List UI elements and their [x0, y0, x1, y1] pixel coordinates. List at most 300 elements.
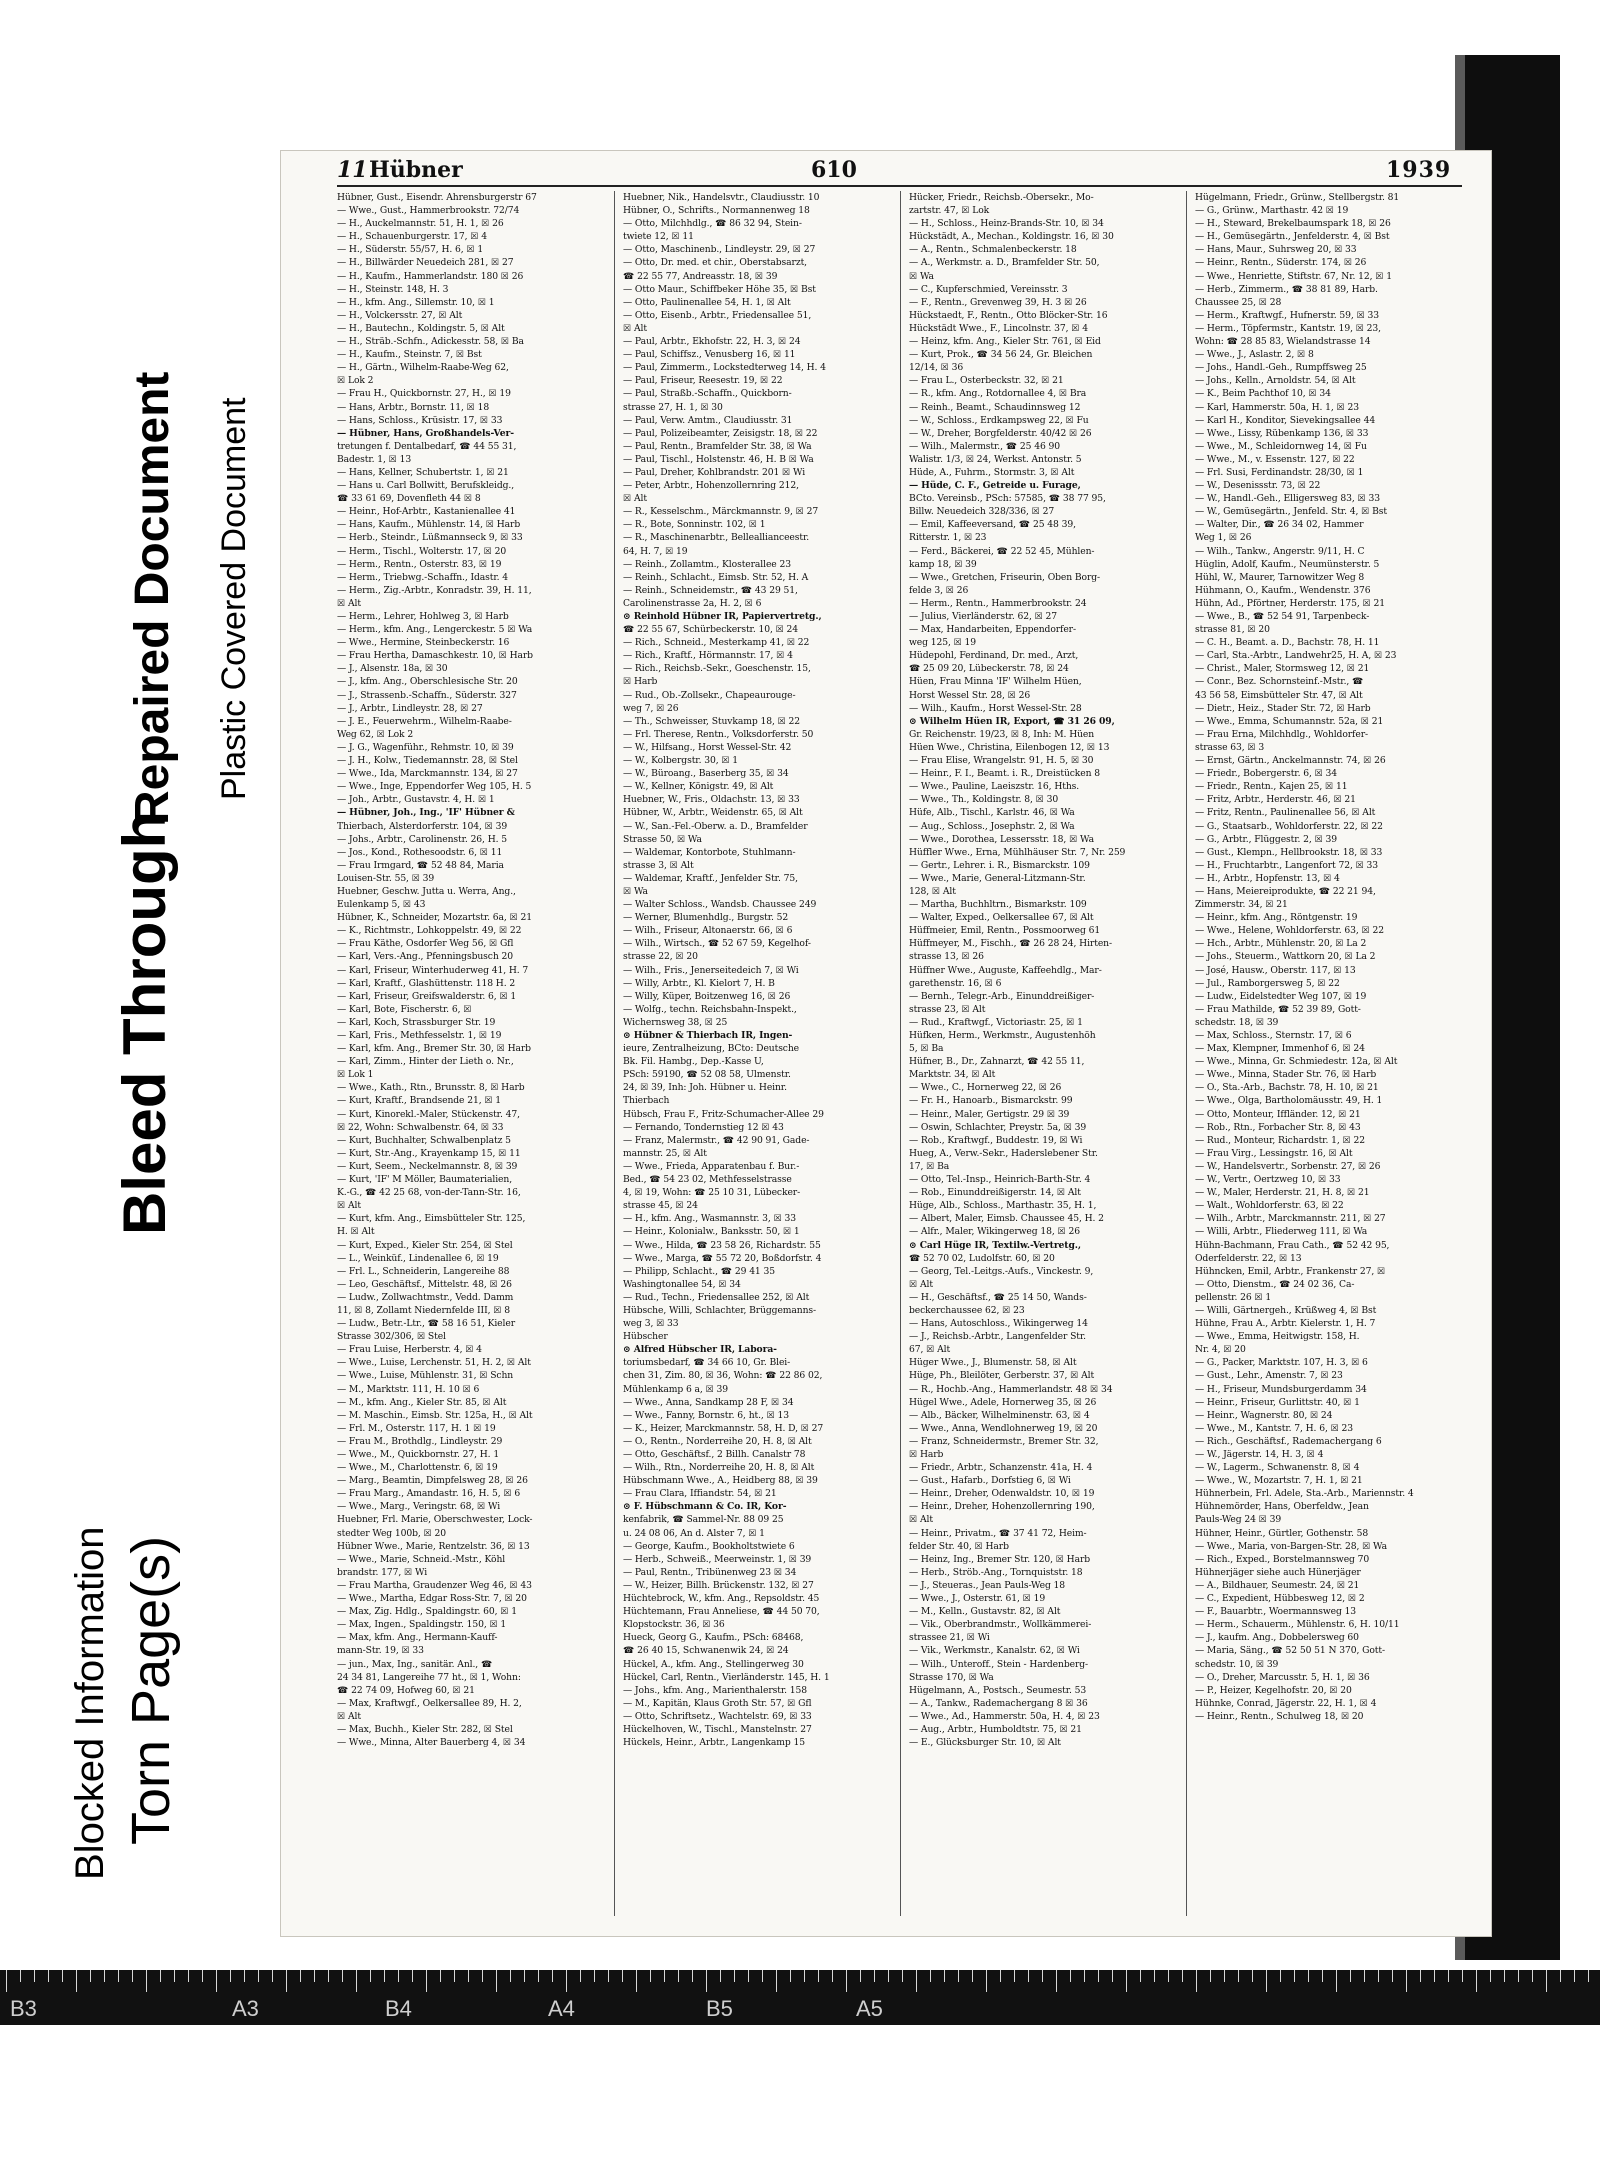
directory-entry: — Max, Ingen., Spaldingstr. 150, ☒ 1 — [337, 1619, 507, 1631]
directory-entry: — Kurt, Exped., Kieler Str. 254, ☒ Stel — [337, 1239, 513, 1251]
directory-entry: — Vik., Oberbrandmstr., Wollkämmerei- — [909, 1619, 1092, 1631]
directory-entry: Bed., ☎ 54 23 02, Methfesselstrasse — [623, 1174, 792, 1186]
directory-entry: — Wwe., Luise, Mühlenstr. 31, ☒ Schn — [337, 1370, 514, 1382]
directory-entry: — Albert, Maler, Eimsb. Chaussee 45, H. 2 — [909, 1213, 1104, 1225]
repaired-document-label: Repaired Document — [126, 371, 179, 825]
directory-entry: kenfabrik, ☎ Sammel-Nr. 88 09 25 — [623, 1514, 784, 1526]
directory-entry: — Hüde, C. F., Getreide u. Furage, — [909, 480, 1081, 492]
directory-entry: — Rud., Ob.-Zollsekr., Chapeaurouge- — [623, 689, 796, 701]
directory-entry: — Willy, Küper, Boitzenweg 16, ☒ 26 — [623, 990, 791, 1002]
directory-entry: — Heinr., Kolonialw., Banksstr. 50, ☒ 1 — [623, 1226, 800, 1238]
ruler-tick — [832, 1970, 833, 1982]
directory-entry: — Willi, Gärtnergeh., Krüßweg 4, ☒ Bst — [1195, 1304, 1377, 1316]
directory-entry: — Kurt, Kinorekl.-Maler, Stückenstr. 47, — [337, 1108, 520, 1120]
directory-entry: — Jos., Kond., Rothesoodstr. 6, ☒ 11 — [337, 846, 503, 858]
directory-entry: — Frau Erna, Milchhdlg., Wohldorfer- — [1195, 728, 1368, 740]
directory-entry: Marktstr. 34, ☒ Alt — [909, 1069, 996, 1081]
directory-entry: — Gust., Hafarb., Dorfstieg 6, ☒ Wi — [909, 1475, 1071, 1487]
directory-entry: — Frl. Susi, Ferdinandstr. 28/30, ☒ 1 — [1195, 466, 1364, 478]
ruler-tick — [440, 1970, 441, 1982]
directory-entry: Hückels, Heinr., Arbtr., Langenkamp 15 — [623, 1737, 805, 1749]
ruler-tick — [636, 1970, 637, 1992]
directory-entry: — Fr. H., Hanoarb., Bismarckstr. 99 — [909, 1095, 1073, 1107]
directory-entry: — W., Jägerstr. 14, H. 3, ☒ 4 — [1195, 1449, 1324, 1460]
ruler-tick — [1182, 1970, 1183, 1982]
ruler-tick — [664, 1970, 665, 1982]
column-divider — [614, 191, 615, 1916]
directory-entry: BCto. Vereinsb., PSch: 57585, ☎ 38 77 95, — [909, 493, 1106, 505]
directory-entry: Hueg, A., Verw.-Sekr., Haderslebener Str. — [909, 1147, 1098, 1159]
directory-entry: zartstr. 47, ☒ Lok — [909, 205, 990, 217]
directory-entry: Hüchtemann, Frau Anneliese, ☎ 44 50 70, — [623, 1606, 820, 1618]
directory-entry: Hübschmann Wwe., A., Heidberg 88, ☒ 39 — [623, 1475, 818, 1487]
ruler-tick — [1280, 1970, 1281, 1982]
directory-entry: felde 3, ☒ 26 — [909, 584, 969, 596]
directory-entry: — Reinh., Zollamtm., Klosterallee 23 — [623, 558, 791, 570]
ruler-tick — [790, 1970, 791, 1982]
directory-entry: — Wwe., Gust., Hammerbrookstr. 72/74 — [337, 205, 520, 217]
ruler-tick — [1504, 1970, 1505, 1982]
directory-entry: — Dietr., Heiz., Stader Str. 72, ☒ Harb — [1195, 702, 1371, 714]
ruler-tick — [566, 1970, 567, 1992]
ruler-tick — [678, 1970, 679, 1982]
directory-entry: Strasse 50, ☒ Wa — [623, 833, 702, 845]
directory-entry: — Paul, Polizeibeamter, Zeisigstr. 18, ☒ 22 — [623, 427, 818, 439]
directory-entry: Hüdepohl, Ferdinand, Dr. med., Arzt, — [909, 650, 1079, 662]
directory-entry: — Frau L., Osterbeckstr. 32, ☒ 21 — [909, 375, 1064, 387]
ruler-tick — [1154, 1970, 1155, 1982]
directory-entry: — W., Handelsvertr., Sorbenstr. 27, ☒ 26 — [1195, 1160, 1381, 1172]
ruler-tick — [1308, 1970, 1309, 1982]
directory-entry: — Frau Virg., Lessingstr. 16, ☒ Alt — [1195, 1147, 1353, 1159]
directory-entry: — Kurt, Kraftf., Brandsende 21, ☒ 1 — [337, 1095, 502, 1107]
section-number: 11 — [337, 157, 368, 183]
directory-entry: — Karl, Friseur, Greifswalderstr. 6, ☒ 1 — [337, 990, 517, 1002]
ruler-tick — [1364, 1970, 1365, 1982]
directory-entry: — H., Gemüsegärtn., Jenfelderstr. 4, ☒ Bst — [1195, 231, 1390, 243]
ruler-tick — [132, 1970, 133, 1982]
directory-entry: — Wwe., M., Quickbornstr. 27, H. 1 — [337, 1449, 500, 1460]
directory-entry: — W., Schloss., Erdkampsweg 22, ☒ Fu — [909, 414, 1089, 426]
ruler-tick — [748, 1970, 749, 1982]
directory-entry: — W., Heizer, Billh. Brückenstr. 132, ☒ 27 — [623, 1579, 814, 1591]
directory-entry: — Otto, Geschäftsf., 2 Billh. Canalstr 78 — [623, 1449, 806, 1460]
directory-entry: — Hch., Arbtr., Mühlenstr. 20, ☒ La 2 — [1195, 938, 1367, 950]
directory-entry: Hübscher — [623, 1331, 668, 1343]
ruler-tick — [650, 1970, 651, 1982]
directory-entry: — Herm., Rentn., Osterstr. 83, ☒ 19 — [337, 558, 502, 570]
ruler-tick — [1294, 1970, 1295, 1982]
directory-entry: — Heinr., Rentn., Süderstr. 174, ☒ 26 — [1195, 257, 1367, 269]
directory-entry: Horst Wessel Str. 28, ☒ 26 — [909, 689, 1031, 701]
directory-entry: — Hübner, Joh., Ing., 'IF' Hübner & — [337, 807, 515, 819]
directory-entry: Hüfe, Alb., Tischl., Karlstr. 46, ☒ Wa — [909, 807, 1075, 819]
directory-entry: — Ludw., Zollwachtmstr., Vedd. Damm — [337, 1291, 514, 1303]
directory-entry: — Wwe., M., Schleidornweg 14, ☒ Fu — [1195, 440, 1367, 452]
directory-entry: — H., kfm. Ang., Wasmannstr. 3, ☒ 33 — [623, 1213, 797, 1225]
directory-entry: — W., Kolbergstr. 30, ☒ 1 — [623, 755, 739, 767]
directory-entry: — K., Heizer, Marckmannstr. 58, H. D, ☒ 27 — [623, 1422, 824, 1434]
directory-entry: — H., kfm. Ang., Sillemstr. 10, ☒ 1 — [337, 296, 495, 308]
ruler-tick — [776, 1970, 777, 1992]
directory-entry: — Rich., Exped., Borstelmannsweg 70 — [1195, 1553, 1370, 1565]
ruler-label: B4 — [385, 1996, 412, 2021]
directory-entry: — Rob., Einunddreißigerstr. 14, ☒ Alt — [909, 1187, 1081, 1199]
ruler-tick — [1098, 1970, 1099, 1982]
directory-entry: ⊙ Hübner & Thierbach IR, Ingen- — [623, 1030, 793, 1041]
directory-entry: — Conr., Bez. Schornsteinf.-Mstr., ☎ — [1195, 676, 1364, 688]
ruler-tick — [622, 1970, 623, 1982]
directory-entry: — W., Desenissstr. 73, ☒ 22 — [1195, 480, 1321, 492]
directory-entry: Klopstockstr. 36, ☒ 36 — [623, 1619, 725, 1631]
ruler-tick — [1042, 1970, 1043, 1982]
directory-entry: — J., Arbtr., Lindleystr. 28, ☒ 27 — [337, 702, 483, 714]
directory-entry: ☒ Alt — [909, 1278, 933, 1290]
column-divider — [1186, 191, 1187, 1916]
directory-entry: — J., Strassenb.-Schaffn., Süderstr. 327 — [337, 689, 517, 701]
directory-entry: — Gertr., Lehrer. i. R., Bismarckstr. 109 — [909, 859, 1090, 871]
header-rule — [337, 185, 1462, 187]
directory-entry: Hückstädt Wwe., F., Lincolnstr. 37, ☒ 4 — [909, 322, 1088, 334]
directory-entry: Hühn-Bachmann, Frau Cath., ☎ 52 42 95, — [1195, 1239, 1390, 1251]
ruler-tick — [1112, 1970, 1113, 1982]
directory-entry: — Rich., Reichsb.-Sekr., Goeschenstr. 15, — [623, 663, 811, 675]
directory-entry: Hühmann, O., Kaufm., Wendenstr. 376 — [1195, 584, 1371, 596]
directory-entry: — Heinr., Rentn., Schulweg 18, ☒ 20 — [1195, 1710, 1364, 1722]
ruler-tick — [230, 1970, 231, 1982]
ruler-label: A5 — [856, 1996, 883, 2021]
directory-entry: K.-G., ☎ 42 25 68, von-der-Tann-Str. 16, — [337, 1187, 521, 1199]
directory-entry: — Rob., Rtn., Forbacher Str. 8, ☒ 43 — [1195, 1121, 1361, 1133]
directory-entry: — Wwe., Gretchen, Friseurin, Oben Borg- — [909, 571, 1101, 583]
directory-entry: — J., Steueras., Jean Pauls-Weg 18 — [909, 1579, 1066, 1591]
directory-entry: — Ludw., Betr.-Ltr., ☎ 58 16 51, Kieler — [337, 1318, 515, 1330]
ruler-tick — [1462, 1970, 1463, 1982]
directory-entry: Hückstaedt, F., Rentn., Otto Blöcker-Str. 16 — [909, 309, 1108, 321]
ruler-tick — [328, 1970, 329, 1982]
directory-entry: — Wilh., Arbtr., Marckmannstr. 211, ☒ 27 — [1195, 1213, 1386, 1225]
directory-entry: — W., Gemüsegärtn., Jenfeld. Str. 4, ☒ Bst — [1195, 506, 1387, 518]
ruler-tick — [62, 1970, 63, 1982]
directory-entry: — Kurt, kfm. Ang., Eimsbütteler Str. 125, — [337, 1213, 526, 1225]
directory-entry: — W., Lagerm., Schwanenstr. 8, ☒ 4 — [1195, 1462, 1360, 1474]
ruler-tick — [20, 1970, 21, 1982]
directory-entry: Hüfken, Herm., Werkmstr., Augustenhöh — [909, 1030, 1096, 1041]
directory-entry: Hühnemörder, Hans, Oberfeldw., Jean — [1195, 1501, 1369, 1513]
directory-entry: ⊙ F. Hübschmann & Co. IR, Kor- — [623, 1501, 787, 1513]
directory-entry: — Kurt, 'IF' M Möller, Baumaterialien, — [337, 1174, 513, 1186]
directory-entry: Thierbach, Alsterdorferstr. 104, ☒ 39 — [337, 820, 508, 832]
ruler-tick — [1252, 1970, 1253, 1982]
directory-entry: Louisen-Str. 55, ☒ 39 — [337, 872, 435, 884]
ruler-tick — [244, 1970, 245, 1982]
directory-entry: — George, Kaufm., Bookholtstwiete 6 — [623, 1540, 795, 1552]
directory-entry: — Carl, Sta.-Arbtr., Landwehr25, H. A, ☒ 23 — [1195, 650, 1397, 662]
directory-entry: — Max, Zig. Hdlg., Spaldingstr. 60, ☒ 1 — [337, 1606, 518, 1618]
directory-entry: — Wwe., Hilda, ☎ 23 58 26, Richardstr. 55 — [623, 1239, 821, 1251]
directory-entry: — Rob., Kraftwgf., Buddestr. 19, ☒ Wi — [909, 1134, 1083, 1146]
directory-entry: Badestr. 1, ☒ 13 — [337, 453, 412, 465]
directory-entry: — Ernst, Gärtn., Anckelmannstr. 74, ☒ 26 — [1195, 755, 1386, 767]
directory-entry: — Vik., Werkmstr., Kanalstr. 62, ☒ Wi — [909, 1645, 1080, 1657]
directory-entry: ☎ 25 09 20, Lübeckerstr. 78, ☒ 24 — [909, 663, 1069, 675]
directory-entry: Oderfelderstr. 22, ☒ 13 — [1195, 1252, 1302, 1264]
directory-entry: strasse 13, ☒ 26 — [909, 951, 984, 963]
ruler-tick — [860, 1970, 861, 1982]
ruler-tick — [300, 1970, 301, 1982]
directory-entry: — M., Kapitän, Klaus Groth Str. 57, ☒ Gfl — [623, 1697, 812, 1709]
directory-entry: strasse 45, ☒ 24 — [623, 1200, 698, 1212]
directory-entry: — Frau Mathilde, ☎ 52 39 89, Gott- — [1195, 1003, 1361, 1015]
ruler-tick — [902, 1970, 903, 1982]
directory-entry: Hübner Wwe., Marie, Rentzelstr. 36, ☒ 13 — [337, 1540, 530, 1552]
directory-entry: — Karl, Friseur, Winterhuderweg 41, H. 7 — [337, 964, 529, 976]
directory-entry: ☒ Harb — [909, 1449, 944, 1460]
directory-entry: — Th., Schweisser, Stuvkamp 18, ☒ 22 — [623, 715, 801, 727]
directory-entry: — M., Marktstr. 111, H. 10 ☒ 6 — [337, 1383, 480, 1395]
directory-entry: — Wilh., Tankw., Angerstr. 9/11, H. C — [1195, 545, 1365, 557]
ruler-tick — [496, 1970, 497, 1992]
directory-entry: — jun., Max, Ing., sanitär. Anl., ☎ — [337, 1658, 493, 1670]
directory-entry: — Paul, Schiffsz., Venusberg 16, ☒ 11 — [623, 349, 796, 361]
directory-entry: — W., Maler, Herderstr. 21, H. 8, ☒ 21 — [1195, 1187, 1370, 1199]
directory-entry: Billw. Neuedeich 328/336, ☒ 27 — [909, 506, 1055, 518]
ruler-tick — [552, 1970, 553, 1982]
directory-entry: Hückel, Carl, Rentn., Vierländerstr. 145, H. 1 — [623, 1671, 830, 1683]
directory-entry: Ritterstr. 1, ☒ 23 — [909, 532, 987, 544]
directory-entry: Zimmerstr. 34, ☒ 21 — [1195, 899, 1288, 911]
directory-entry: — H., Sträb.-Schfn., Adickesstr. 58, ☒ Ba — [337, 336, 524, 348]
directory-entry: weg 7, ☒ 26 — [623, 702, 679, 714]
directory-entry: — Max, Buchh., Kieler Str. 282, ☒ Stel — [337, 1723, 513, 1735]
directory-entry: mannstr. 25, ☒ Alt — [623, 1147, 707, 1159]
directory-entry: — Hans, Autoschloss., Wikingerweg 14 — [909, 1318, 1088, 1330]
bleed-through-label: Bleed Through — [111, 811, 178, 1235]
directory-entry: — Kurt, Buchhalter, Schwalbenplatz 5 — [337, 1134, 511, 1146]
ruler-tick — [104, 1970, 105, 1982]
directory-entry: ⊙ Reinhold Hübner IR, Papiervertretg., — [623, 611, 822, 622]
directory-entry: — Herm., Rentn., Hammerbrookstr. 24 — [909, 597, 1087, 609]
directory-entry: Weg 62, ☒ Lok 2 — [337, 728, 414, 740]
ruler-label: A4 — [548, 1996, 575, 2021]
ruler-tick — [384, 1970, 385, 1982]
directory-entry: — Wwe., M., v. Essenstr. 127, ☒ 22 — [1195, 453, 1355, 465]
directory-entry: — Heinr., F. I., Beamt. i. R., Dreistücken 8 — [909, 768, 1100, 780]
directory-entry: — F., Rentn., Grevenweg 39, H. 3 ☒ 26 — [909, 296, 1087, 308]
directory-entry: Gr. Reichenstr. 19/23, ☒ 8, Inh: M. Hüen — [909, 728, 1095, 740]
directory-entry: — Paul, Friseur, Reesestr. 19, ☒ 22 — [623, 375, 783, 387]
directory-entry: — Otto, Paulinenallee 54, H. 1, ☒ Alt — [623, 296, 791, 308]
directory-entry: — G., Grünw., Marthastr. 42 ☒ 19 — [1195, 205, 1349, 217]
directory-entry: — R., Hochb.-Ang., Hammerlandstr. 48 ☒ 34 — [909, 1383, 1113, 1395]
directory-entry: — Max, Handarbeiten, Eppendorfer- — [909, 624, 1076, 636]
directory-entry: — A., Rentn., Schmalenbeckerstr. 18 — [909, 244, 1077, 256]
directory-entry: — W., San.-Fel.-Oberw. a. D., Bramfelder — [623, 820, 808, 832]
directory-entry: — Hans, Meiereiprodukte, ☎ 22 21 94, — [1195, 885, 1376, 897]
directory-entry: — A., Tankw., Rademachergang 8 ☒ 36 — [909, 1697, 1088, 1709]
directory-entry: — W., Kellner, Königstr. 49, ☒ Alt — [623, 781, 774, 793]
ruler-tick — [1126, 1970, 1127, 1992]
ruler-tick — [1420, 1970, 1421, 1982]
directory-column-3 — [909, 191, 1177, 1916]
directory-entry: Hübner, Gust., Eisendr. Ahrensburgerstr 67 — [337, 192, 537, 203]
directory-entry: — Paul, Arbtr., Ekhofstr. 22, H. 3, ☒ 24 — [623, 336, 801, 348]
directory-entry: garethenstr. 16, ☒ 6 — [909, 977, 1002, 989]
directory-entry: Hüffmeier, Emil, Rentn., Possmoorweg 61 — [909, 925, 1101, 937]
directory-entry: — Johs., Arbtr., Carolinenstr. 26, H. 5 — [337, 833, 507, 845]
ruler-tick — [1070, 1970, 1071, 1982]
directory-entry: — Wilh., Fris., Jenerseitedeich 7, ☒ Wi — [623, 964, 799, 976]
directory-entry: Hühne, Frau A., Arbtr. Kielerstr. 1, H. 7 — [1195, 1318, 1376, 1330]
directory-entry: Hücker, Friedr., Reichsb.-Obersekr., Mo- — [909, 192, 1094, 203]
directory-entry: ☒ Alt — [337, 1710, 361, 1722]
directory-entry: — Kurt, Seem., Neckelmannstr. 8, ☒ 39 — [337, 1160, 518, 1172]
directory-entry: — Maria, Säng., ☎ 52 50 51 N 370, Gott- — [1195, 1645, 1385, 1657]
directory-entry: 11, ☒ 8, Zollamt Niedernfelde III, ☒ 8 — [337, 1304, 510, 1316]
directory-entry: — Frl. Therese, Rentn., Volksdorferstr. 50 — [623, 728, 814, 740]
ruler-tick — [888, 1970, 889, 1982]
directory-entry: — Herb., Zimmerm., ☎ 38 81 89, Harb. — [1195, 283, 1378, 295]
directory-entry: — A., Bildhauer, Seumestr. 24, ☒ 21 — [1195, 1579, 1360, 1591]
directory-entry: — Waldemar, Kraftf., Jenfelder Str. 75, — [623, 872, 798, 884]
directory-entry: — Marg., Beamtin, Dimpfelsweg 28, ☒ 26 — [337, 1475, 528, 1487]
directory-entry: — Frl. M., Osterstr. 117, H. 1 ☒ 19 — [337, 1422, 496, 1434]
directory-entry: ⊙ Wilhelm Hüen IR, Export, ☎ 31 26 09, — [909, 715, 1115, 727]
directory-entry: schedstr. 10, ☒ 39 — [1195, 1658, 1279, 1670]
directory-entry: — Herm., Tischl., Wolterstr. 17, ☒ 20 — [337, 545, 507, 557]
ruler-tick — [734, 1970, 735, 1982]
directory-entry: — M., Kelln., Gustavstr. 82, ☒ Alt — [909, 1606, 1061, 1618]
directory-entry: brandstr. 177, ☒ Wi — [337, 1566, 428, 1578]
directory-entry: — Frau Clara, Iffiandstr. 54, ☒ 21 — [623, 1488, 777, 1500]
directory-entry: — Martha, Buchhltrn., Bismarkstr. 109 — [909, 899, 1087, 911]
directory-entry: — Frau Käthe, Osdorfer Weg 56, ☒ Gfl — [337, 938, 514, 950]
directory-entry: — O., Rentn., Norderreihe 20, H. 8, ☒ Alt — [623, 1435, 812, 1447]
directory-entry: — Wwe., Minna, Stader Str. 76, ☒ Harb — [1195, 1069, 1377, 1081]
directory-entry: — F., Bauarbtr., Woermannsweg 13 — [1195, 1606, 1357, 1618]
ruler-tick — [160, 1970, 161, 1982]
directory-entry: — Wwe., Pauline, Laeiszstr. 16, Hths. — [909, 781, 1080, 793]
ruler-tick — [944, 1970, 945, 1982]
directory-entry: ☎ 33 61 69, Dovenfleth 44 ☒ 8 — [337, 493, 481, 505]
directory-entry: — H., Schloss., Heinz-Brands-Str. 10, ☒ 34 — [909, 218, 1104, 230]
ruler-tick — [1532, 1970, 1533, 1982]
ruler-tick — [1168, 1970, 1169, 1982]
directory-column-1 — [337, 191, 605, 1916]
directory-entry: — Johs., kfm. Ang., Marienthalerstr. 158 — [623, 1684, 808, 1696]
directory-entry: Pauls-Weg 24 ☒ 39 — [1195, 1514, 1282, 1526]
ruler-tick — [958, 1970, 959, 1982]
directory-entry: — Wilh., Rtn., Norderreihe 20, H. 8, ☒ Alt — [623, 1462, 815, 1474]
directory-entry: ☒ Wa — [909, 270, 934, 282]
directory-entry: weg 3, ☒ 33 — [623, 1318, 679, 1330]
ruler-tick — [1210, 1970, 1211, 1982]
directory-entry: — Paul, Dreher, Kohlbrandstr. 201 ☒ Wi — [623, 466, 806, 478]
directory-entry: — Karl, kfm. Ang., Bremer Str. 30, ☒ Harb — [337, 1043, 531, 1055]
directory-entry: Hühnerbein, Frl. Adele, Sta.-Arb., Mariennstr. 4 — [1195, 1488, 1414, 1500]
directory-entry: ☎ 22 55 77, Andreasstr. 18, ☒ 39 — [623, 270, 778, 282]
directory-entry: — Johs., Steuerm., Wattkorn 20, ☒ La 2 — [1195, 951, 1376, 963]
directory-entry: — P., Heizer, Kegelhofstr. 20, ☒ 20 — [1195, 1684, 1352, 1696]
directory-entry: — Frau Marg., Amandastr. 16, H. 5, ☒ 6 — [337, 1488, 521, 1500]
ruler-tick — [286, 1970, 287, 1992]
directory-entry: — E., Glücksburger Str. 10, ☒ Alt — [909, 1737, 1061, 1749]
directory-entry: — Wwe., Minna, Gr. Schmiedestr. 12a, ☒ Alt — [1195, 1056, 1398, 1068]
directory-entry: — Wilh., Friseur, Altonaerstr. 66, ☒ 6 — [623, 925, 793, 937]
ruler-tick — [818, 1970, 819, 1982]
directory-entry: Walistr. 1/3, ☒ 24, Werkst. Antonstr. 5 — [909, 453, 1082, 465]
directory-entry: ☒ Alt — [623, 493, 647, 505]
directory-entry: — Herm., kfm. Ang., Lengerckestr. 5 ☒ Wa — [337, 624, 533, 636]
directory-entry: ☎ 22 55 67, Schürbeckerstr. 10, ☒ 24 — [623, 624, 799, 636]
directory-entry: — Wwe., M., Kantstr. 7, H. 6, ☒ 23 — [1195, 1422, 1354, 1434]
directory-entry: — Heinr., Friseur, Gurlittstr. 40, ☒ 1 — [1195, 1396, 1360, 1408]
directory-entry: Hübner, O., Schrifts., Normannenweg 18 — [623, 205, 810, 217]
directory-entry: ⊙ Alfred Hübscher IR, Labora- — [623, 1344, 777, 1356]
ruler-tick — [426, 1970, 427, 1992]
directory-entry: ⊙ Carl Hüge IR, Textilw.-Vertretg., — [909, 1239, 1081, 1251]
directory-entry: — Alb., Bäcker, Wilhelminenstr. 63, ☒ 4 — [909, 1409, 1090, 1421]
ruler-tick — [594, 1970, 595, 1982]
directory-entry: 64, H. 7, ☒ 19 — [623, 545, 688, 557]
directory-entry: — Julius, Vierländerstr. 62, ☒ 27 — [909, 611, 1058, 622]
directory-entry: — Wwe., Frieda, Apparatenbau f. Bur.- — [623, 1160, 800, 1172]
ruler-tick — [370, 1970, 371, 1982]
directory-entry: — Alfr., Maler, Wikingerweg 18, ☒ 26 — [909, 1226, 1080, 1238]
directory-entry: — Frau Martha, Graudenzer Weg 46, ☒ 43 — [337, 1579, 532, 1591]
directory-entry: Hüge, Alb., Schloss., Marthastr. 35, H. 1, — [909, 1200, 1097, 1212]
directory-entry: felder Str. 40, ☒ Harb — [909, 1540, 1009, 1552]
ruler-tick — [1224, 1970, 1225, 1982]
directory-entry: — Rud., Techn., Friedensallee 252, ☒ Alt — [623, 1291, 810, 1303]
directory-entry: — Karl, Koch, Strassburger Str. 19 — [337, 1016, 496, 1028]
directory-entry: Weg 1, ☒ 26 — [1195, 532, 1252, 544]
ruler-tick — [1238, 1970, 1239, 1982]
directory-entry: — C., Kupferschmied, Vereinsstr. 3 — [909, 283, 1068, 295]
directory-entry: Washingtonallee 54, ☒ 34 — [623, 1278, 741, 1290]
directory-entry: — Paul, Tischl., Holstenstr. 46, H. B ☒ Wa — [623, 453, 814, 465]
directory-entry: Hüffler Wwe., Erna, Mühlhäuser Str. 7, Nr. 259 — [909, 846, 1126, 858]
ruler-tick — [48, 1970, 49, 1982]
directory-entry: — Emil, Kaffeeversand, ☎ 25 48 39, — [909, 519, 1076, 531]
ruler-tick — [188, 1970, 189, 1982]
directory-entry: 12/14, ☒ 36 — [909, 362, 964, 374]
directory-entry: — H., Auckelmannstr. 51, H. 1, ☒ 26 — [337, 218, 504, 230]
directory-entry: — H., Gärtn., Wilhelm-Raabe-Weg 62, — [337, 362, 509, 374]
directory-entry: — Leo, Geschäftsf., Mittelstr. 48, ☒ 26 — [337, 1278, 512, 1290]
directory-entry: Hühnerjäger siehe auch Hünerjäger — [1195, 1566, 1361, 1578]
directory-entry: Hüen Wwe., Christina, Eilenbogen 12, ☒ 13 — [909, 741, 1110, 753]
directory-entry: — Wwe., J., Aslastr. 2, ☒ 8 — [1195, 349, 1314, 361]
directory-entry: — G., Staatsarb., Wohldorferstr. 22, ☒ 22 — [1195, 820, 1383, 832]
directory-entry: ☎ 22 74 09, Hofweg 60, ☒ 21 — [337, 1684, 475, 1696]
directory-entry: — Wwe., Inge, Eppendorfer Weg 105, H. 5 — [337, 781, 532, 793]
ruler-tick — [1056, 1970, 1057, 1992]
directory-entry: — Heinr., Maler, Gertigstr. 29 ☒ 39 — [909, 1108, 1070, 1120]
directory-entry: — Joh., Arbtr., Gustavstr. 4, H. ☒ 1 — [337, 794, 495, 806]
directory-entry: Hüger Wwe., J., Blumenstr. 58, ☒ Alt — [909, 1357, 1077, 1369]
torn-pages-label: Torn Page(s) — [121, 1535, 181, 1845]
directory-entry: 4, ☒ 19, Wohn: ☎ 25 10 31, Lübecker- — [623, 1187, 801, 1199]
directory-entry: — W., Büroang., Baserberg 35, ☒ 34 — [623, 768, 789, 780]
directory-entry: — Wwe., Dorothea, Lessersstr. 18, ☒ Wa — [909, 833, 1094, 845]
directory-entry: — Wwe., Luise, Lerchenstr. 51, H. 2, ☒ Alt — [337, 1357, 531, 1369]
directory-entry: strasse 81, ☒ 20 — [1195, 624, 1270, 636]
directory-entry: — J., Reichsb.-Arbtr., Langenfelder Str. — [909, 1331, 1086, 1343]
directory-entry: Hügelmann, Friedr., Grünw., Stellbergstr. 81 — [1195, 192, 1400, 203]
directory-entry: — Franz, Malermstr., ☎ 42 90 91, Gade- — [623, 1134, 810, 1146]
ruler-tick — [482, 1970, 483, 1982]
